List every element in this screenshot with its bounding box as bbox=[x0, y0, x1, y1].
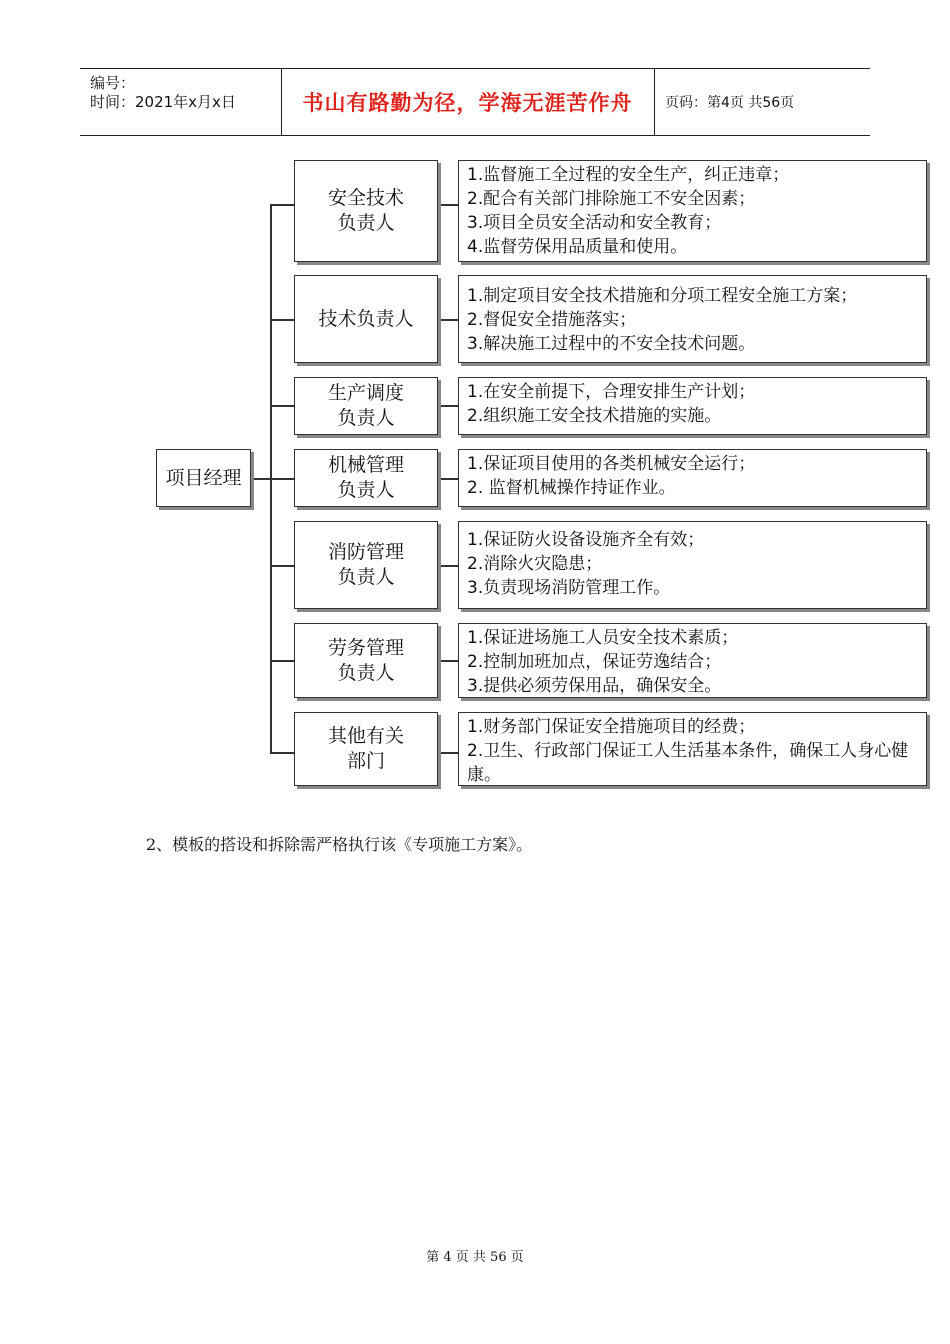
header-meta-cell bbox=[80, 69, 282, 135]
body-paragraph: 2、模板的搭设和拆除需严格执行该《专项施工方案》。 bbox=[146, 835, 533, 854]
header-motto-cell bbox=[281, 69, 655, 135]
duty-item: 2.消除火灾隐患； bbox=[467, 554, 603, 574]
duty-connector bbox=[438, 565, 458, 567]
branch-connector bbox=[270, 319, 294, 321]
role-title-line: 安全技术 bbox=[327, 187, 404, 209]
branch-connector bbox=[270, 478, 294, 480]
duty-connector bbox=[438, 660, 458, 662]
duty-item: 1.财务部门保证安全措施项目的经费； bbox=[467, 717, 756, 737]
duty-item: 3.负责现场消防管理工作。 bbox=[467, 578, 671, 598]
duty-box bbox=[458, 377, 927, 435]
duty-connector bbox=[438, 478, 458, 480]
duty-box bbox=[458, 449, 927, 507]
duty-item: 2.配合有关部门排除施工不安全因素； bbox=[467, 189, 756, 209]
page-footer: 第 4 页 共 56 页 bbox=[426, 1250, 524, 1265]
duty-box bbox=[458, 623, 927, 698]
duty-item: 4.监督劳保用品质量和使用。 bbox=[467, 237, 688, 257]
duty-connector bbox=[438, 405, 458, 407]
duty-item: 1.保证项目使用的各类机械安全运行； bbox=[467, 454, 756, 474]
duty-item: 2.控制加班加点，保证劳逸结合； bbox=[467, 652, 722, 672]
role-title-line: 负责人 bbox=[337, 479, 395, 501]
duty-item: 3.项目全员安全活动和安全教育； bbox=[467, 213, 722, 233]
number-label: 编号： bbox=[90, 74, 136, 92]
duty-item: 2. 监督机械操作持证作业。 bbox=[467, 478, 676, 498]
duty-item: 3.提供必须劳保用品，确保安全。 bbox=[467, 676, 722, 696]
branch-connector bbox=[270, 565, 294, 567]
duty-box bbox=[458, 160, 927, 262]
role-title-line: 部门 bbox=[346, 750, 385, 772]
duty-connector bbox=[438, 204, 458, 206]
role-title-line: 其他有关 bbox=[327, 725, 404, 747]
role-title-line: 机械管理 bbox=[327, 454, 404, 476]
header-page-cell bbox=[655, 69, 870, 135]
duty-item: 1.保证防火设备设施齐全有效； bbox=[467, 530, 705, 550]
role-node bbox=[294, 377, 438, 435]
duty-item: 2.卫生、行政部门保证工人生活基本条件，确保工人身心健康。 bbox=[467, 741, 909, 785]
role-node bbox=[294, 160, 438, 262]
role-title-line: 消防管理 bbox=[327, 541, 404, 563]
role-node bbox=[294, 521, 438, 609]
role-title-line: 生产调度 bbox=[327, 382, 404, 404]
role-node bbox=[294, 449, 438, 507]
role-title-line: 劳务管理 bbox=[327, 636, 404, 659]
root-node bbox=[156, 449, 251, 507]
duty-item: 1.在安全前提下，合理安排生产计划； bbox=[467, 382, 756, 402]
branch-connector bbox=[270, 204, 294, 206]
document-header bbox=[80, 68, 870, 136]
duty-box bbox=[458, 521, 927, 609]
role-title-line: 负责人 bbox=[337, 407, 395, 429]
role-node bbox=[294, 275, 438, 363]
duty-item: 2.组织施工安全技术措施的实施。 bbox=[467, 406, 722, 426]
role-title-line: 技术负责人 bbox=[318, 307, 414, 330]
role-node bbox=[294, 712, 438, 786]
date-label: 时间：2021年x月x日 bbox=[90, 93, 236, 111]
role-node bbox=[294, 623, 438, 698]
role-title-line: 负责人 bbox=[337, 566, 395, 588]
root-connector bbox=[251, 478, 271, 480]
branch-connector bbox=[270, 660, 294, 662]
branch-connector bbox=[270, 405, 294, 407]
duty-item: 1.保证进场施工人员安全技术素质； bbox=[467, 628, 739, 648]
page-info: 页码：第4页 共56页 bbox=[665, 95, 795, 111]
branch-connector bbox=[270, 752, 294, 754]
duty-box bbox=[458, 275, 927, 363]
duty-item: 3.解决施工过程中的不安全技术问题。 bbox=[467, 334, 756, 354]
duty-connector bbox=[438, 752, 458, 754]
root-label: 项目经理 bbox=[165, 466, 242, 489]
duty-item: 1.制定项目安全技术措施和分项工程安全施工方案； bbox=[467, 286, 858, 306]
role-title-line: 负责人 bbox=[337, 661, 395, 684]
duty-connector bbox=[438, 319, 458, 321]
role-title-line: 负责人 bbox=[337, 212, 395, 234]
duty-box bbox=[458, 712, 927, 786]
motto: 书山有路勤为径，学海无涯苦作舟 bbox=[302, 91, 633, 115]
duty-item: 1.监督施工全过程的安全生产，纠正违章； bbox=[467, 165, 790, 185]
duty-item: 2.督促安全措施落实； bbox=[467, 310, 637, 330]
